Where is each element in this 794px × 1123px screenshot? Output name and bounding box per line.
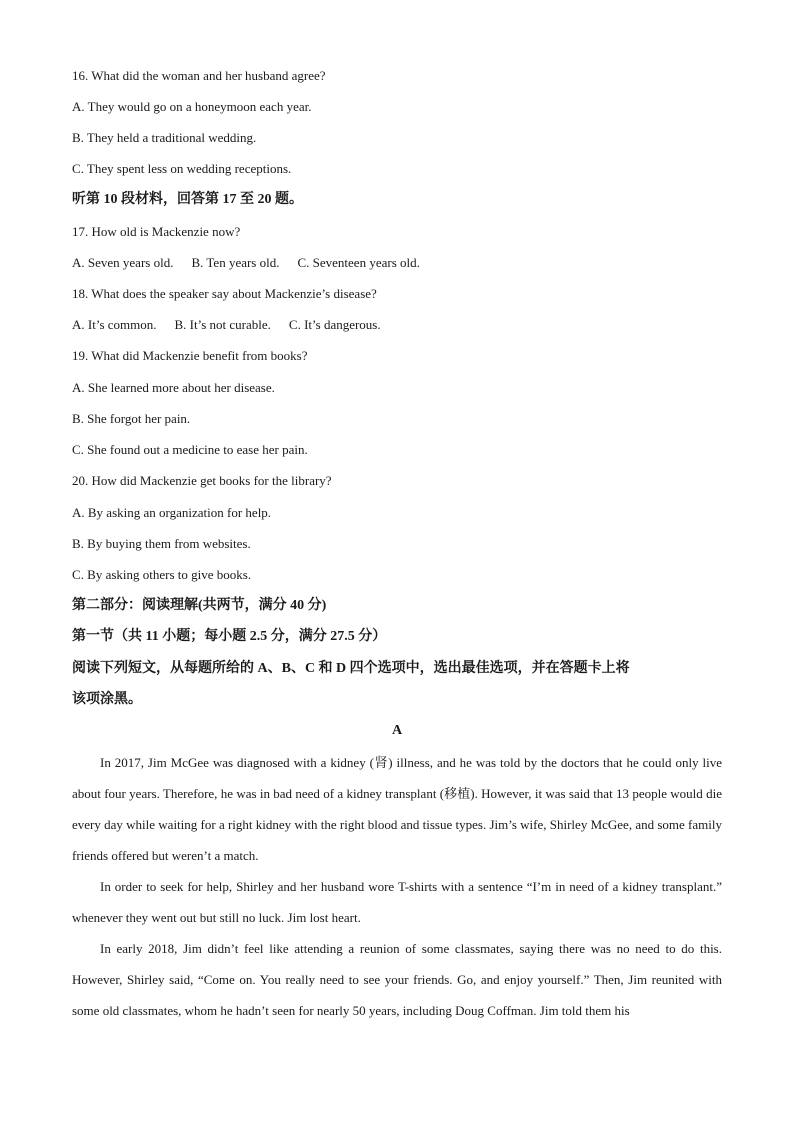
paragraph-2-text: In order to seek for help, Shirley and her husband wore T-shirts with a sentence “I’m in need of a kidney transplant.” whenever they went out but still no luck. Jim lost heart. (72, 879, 722, 925)
paragraph-1-text: In 2017, Jim McGee was diagnosed with a kidney (肾) illness, and he was told by the doctors that he could only live about four years. Therefore, he was in bad need of a kidney transplant (移植). However, it was said that 13 people would die every day while waiting for a right kidney with the right blood and tissue types. Jim’s wife, Shirley McGee, and some family friends offered but weren’t a match. (72, 755, 722, 863)
q16-question: 16. What did the woman and her husband agree? (72, 68, 326, 83)
passage-paragraph-2 (72, 871, 722, 933)
q20-question: 20. How did Mackenzie get books for the library? (72, 473, 332, 488)
q18-question: 18. What does the speaker say about Mackenzie’s disease? (72, 286, 377, 301)
q19-option-c: C. She found out a medicine to ease her pain. (72, 442, 308, 457)
reading-section-title: 第一节（共 11 小题；每小题 2.5 分，满分 27.5 分） (72, 629, 387, 644)
q19-question: 19. What did Mackenzie benefit from books? (72, 348, 308, 363)
q17-option-a: A. Seven years old. (72, 255, 174, 270)
q17-options (72, 255, 438, 271)
paragraph-3-text: In early 2018, Jim didn’t feel like attending a reunion of some classmates, saying there was no need to do this. However, Shirley said, “Come on. You really need to see your friends. Go, and enjoy yourself.” Then, Jim reunited with some old classmates, whom he hadn’t seen for nearly 50 years, including Doug Coffman. Jim told them his (72, 941, 722, 1018)
q16-option-c: C. They spent less on wedding receptions. (72, 161, 292, 176)
q19-option-a: A. She learned more about her disease. (72, 380, 275, 395)
q18-options (72, 317, 399, 333)
q16-option-a: A. They would go on a honeymoon each year. (72, 99, 312, 114)
passage-paragraph-1 (72, 747, 722, 871)
passage-paragraph-3 (72, 933, 722, 1026)
q20-option-b: B. By buying them from websites. (72, 536, 251, 551)
q17-option-b: B. Ten years old. (191, 255, 280, 270)
q17-option-c: C. Seventeen years old. (297, 255, 420, 270)
reading-instruction-line1: 阅读下列短文，从每题所给的 A、B、C 和 D 四个选项中，选出最佳选项，并在答题卡上将 (72, 661, 630, 676)
q19-option-b: B. She forgot her pain. (72, 411, 191, 426)
q17-question: 17. How old is Mackenzie now? (72, 224, 241, 239)
q18-option-c: C. It’s dangerous. (288, 317, 381, 332)
q20-option-c: C. By asking others to give books. (72, 567, 252, 582)
passage-label: A (391, 723, 403, 738)
reading-instruction-line2: 该项涂黑。 (72, 692, 142, 707)
reading-part-title: 第二部分：阅读理解(共两节，满分 40 分) (72, 598, 327, 613)
section-10-heading: 听第 10 段材料，回答第 17 至 20 题。 (72, 192, 303, 207)
q16-option-b: B. They held a traditional wedding. (72, 130, 257, 145)
q20-option-a: A. By asking an organization for help. (72, 505, 272, 520)
q18-option-a: A. It’s common. (72, 317, 157, 332)
q18-option-b: B. It’s not curable. (174, 317, 271, 332)
